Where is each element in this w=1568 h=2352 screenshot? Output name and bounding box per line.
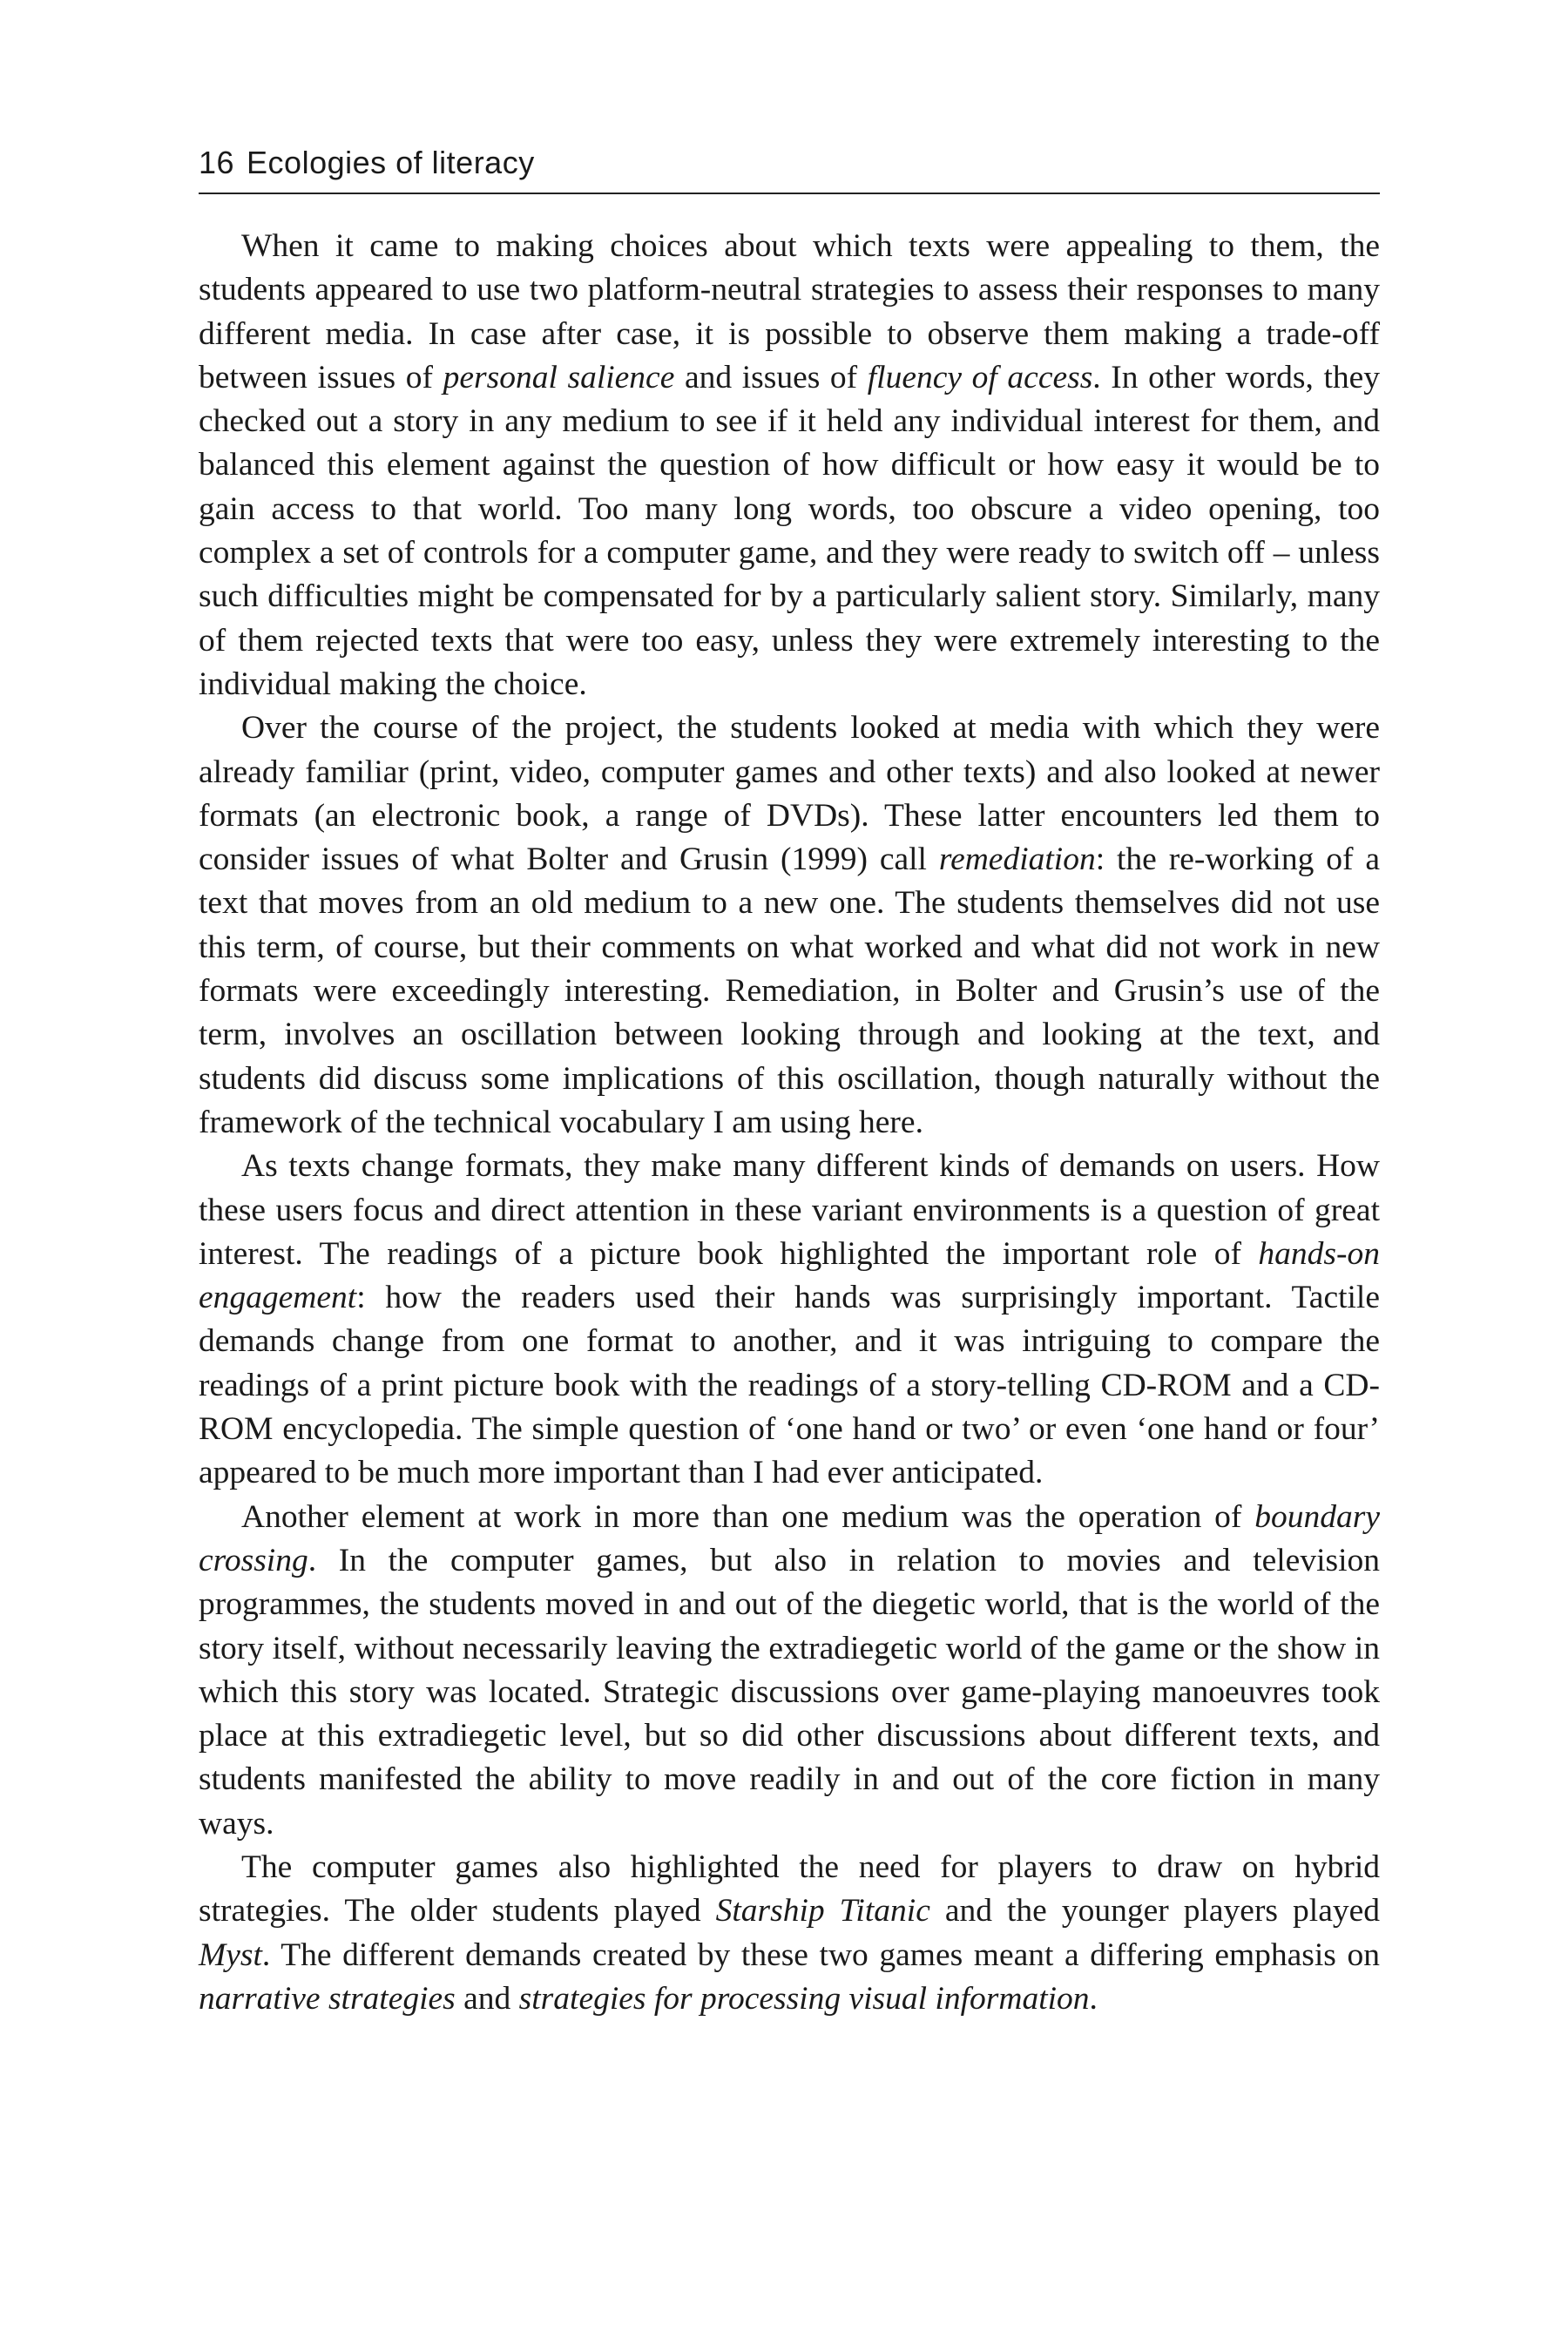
text-run: . In other words, they checked out a story in any medium to see if it held any individual interest for them, and balanced this element against the question of how difficult or how easy it would be to gain access to that world. Too many long words, too obscure a video opening, too complex a set of controls for a computer game, and they were ready to switch off – unless such difficulties might be compensated for by a particularly salient story. Similarly, many of them rejected texts that were too easy, unless they were extremely interesting to the individual making the choice. bbox=[199, 359, 1381, 702]
text-run: Over the course of the project, the students looked at media with which they were already familiar (print, video, computer games and other texts) and also looked at newer formats (an electronic book, a range of DVDs). These latter encounters led them to consider issues of what Bolter and Grusin (1999) call bbox=[199, 710, 1380, 878]
emphasis-text: narrative strategies bbox=[199, 1980, 456, 2017]
text-run: : how the readers used their hands was surprisingly important. Tactile demands change from one format to another, and it was intriguing to compare the readings of a print picture book with the readings of a story-telling CD-ROM and a CD-ROM encyclopedia. The simple question of ‘one hand or two’ or even ‘one hand or four’ appeared to be much more important than I had ever anticipated. bbox=[199, 1280, 1380, 1491]
emphasis-text: hands-on engagement bbox=[199, 1235, 1380, 1316]
running-title: Ecologies of literacy bbox=[247, 145, 535, 180]
body-text bbox=[199, 225, 1380, 2021]
text-run: When it came to making choices about which texts were appealing to them, the students appeared to use two platform-neutral strategies to assess their responses to many different media. In case after case, it is possible to observe them making a trade-off between issues of bbox=[199, 228, 1380, 395]
text-run: . bbox=[1089, 1980, 1098, 2017]
emphasis-text: fluency of access bbox=[867, 359, 1093, 395]
text-run: : the re-working of a text that moves from an old medium to a new one. The students themselves did not use this term, of course, but their comments on what worked and what did not work in new formats were exceedingly interesting. Remediation, in Bolter and Grusin’s use of the term, involves an oscillation between looking through and looking at the text, and students did discuss some implications of this oscillation, though naturally without the framework of the technical vocabulary I am using here. bbox=[199, 841, 1380, 1140]
text-run: and bbox=[455, 1980, 519, 2017]
emphasis-text: remediation bbox=[938, 841, 1096, 878]
emphasis-text: strategies for processing visual information bbox=[518, 1980, 1090, 2017]
text-run: Another element at work in more than one medium was the operation of bbox=[241, 1498, 1255, 1535]
text-run: . The different demands created by these two games meant a differing emphasis on bbox=[261, 1936, 1380, 1973]
paragraph bbox=[199, 706, 1380, 1145]
emphasis-text: Starship Titanic bbox=[715, 1893, 930, 1930]
text-run: . In the computer games, but also in relation to movies and television programmes, the students moved in and out of the diegetic world, that is the world of the story itself, without necessarily leaving the extradiegetic world of the game or the show in which this story was located. Strategic discussions over game-playing manoeuvres took place at this extradiegetic level, but so did other discussions about different texts, and students manifested the ability to move readily in and out of the core fiction in many ways. bbox=[199, 1542, 1380, 1842]
emphasis-text: personal salience bbox=[443, 359, 675, 395]
text-run: and the younger players played bbox=[929, 1893, 1380, 1930]
paragraph bbox=[199, 1846, 1380, 2021]
emphasis-text: Myst bbox=[199, 1936, 262, 1973]
text-run: The computer games also highlighted the need for players to draw on hybrid strategies. The older students played bbox=[199, 1848, 1380, 1930]
text-run: and issues of bbox=[674, 359, 868, 395]
text-run: As texts change formats, they make many different kinds of demands on users. How these users focus and direct attention in these variant environments is a question of great interest. The readings of a picture book highlighted the important role of bbox=[199, 1148, 1380, 1272]
paragraph bbox=[199, 1145, 1380, 1495]
paragraph bbox=[199, 1496, 1380, 1846]
page-number: 16 bbox=[199, 145, 235, 180]
paragraph bbox=[199, 225, 1380, 706]
running-head bbox=[199, 144, 1380, 194]
emphasis-text: boundary crossing bbox=[199, 1498, 1380, 1578]
